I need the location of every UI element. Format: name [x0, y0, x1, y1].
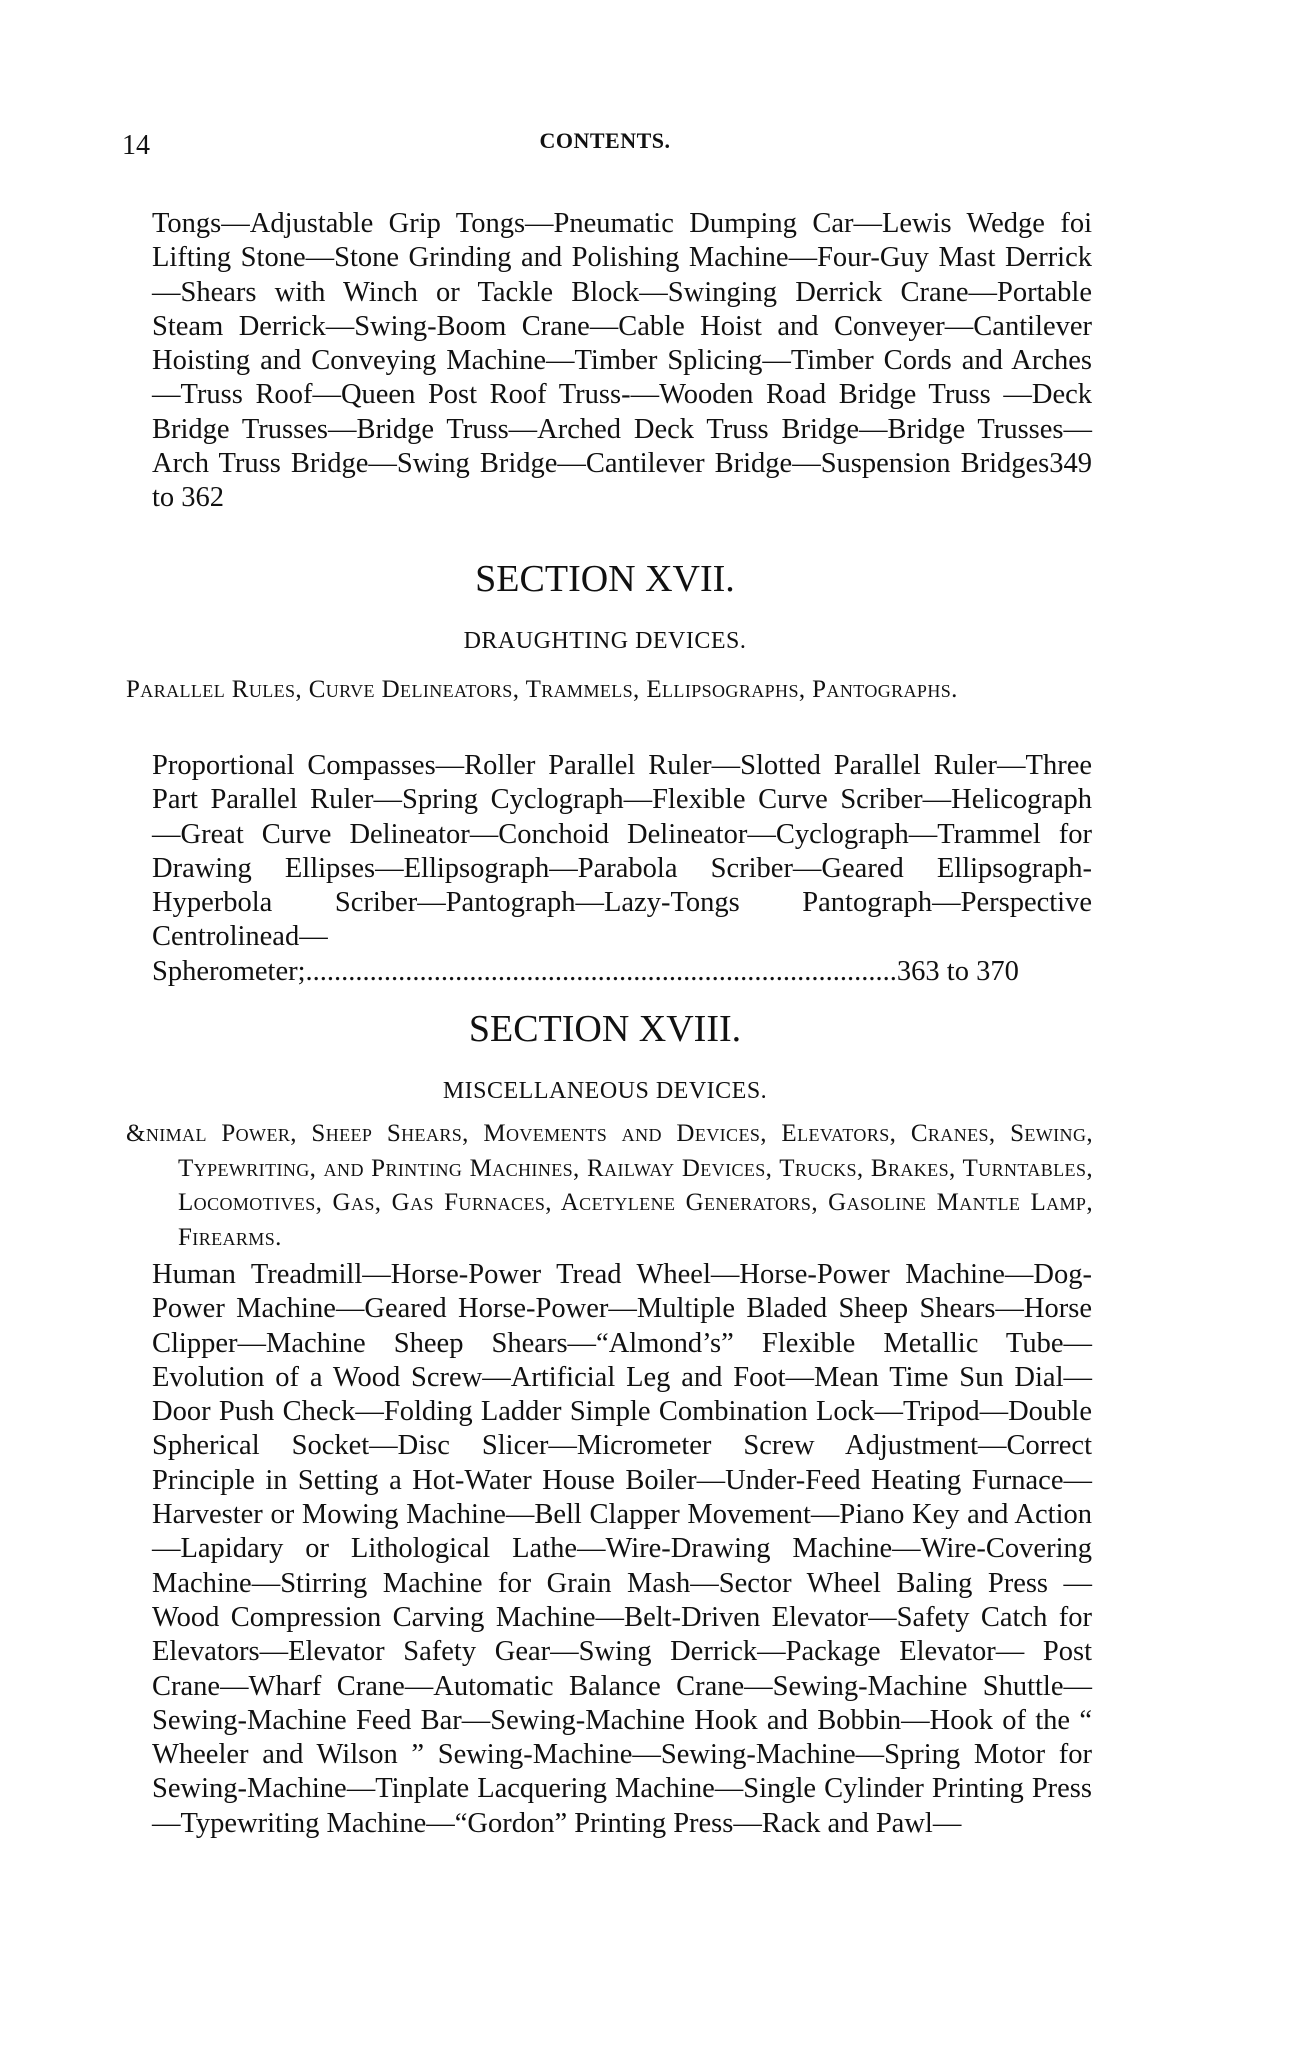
- running-head: CONTENTS.: [539, 128, 671, 153]
- section-xviii-title: SECTION XVIII.: [468, 1008, 742, 1050]
- section-xviii-subtitle: MISCELLANEOUS DEVICES.: [442, 1078, 768, 1104]
- intro-pages: 349 to 362: [152, 448, 1092, 514]
- section-xvii-entries-text: Proportional Compasses—Roller Parallel Ruler—Slotted Parallel Ruler—Three Part Parallel Ruler—Spring Cyclograph—Flexible Curve Scriber—Helicograph —Great Curve Delineator—Conchoid Delineator—Cyclograph—Trammel for Drawing Ellipses—Ellipsograph—Parabola Scriber—Geared Ellipsograph-Hyperbola Scriber—Pantograph—Lazy-Tongs Pantograph—Perspective Centrolinead—Spherometer;...................................................................................: [152, 750, 1092, 987]
- section-xviii-entries: Human Treadmill—Horse-Power Tread Wheel—Horse-Power Machine—Dog-Power Machine—Geared Horse-Power—Multiple Bladed Sheep Shears—Horse Clipper—Machine Sheep Shears—“Almond’s” Flexible Metallic Tube—Evolution of a Wood Screw—Artificial Leg and Foot—Mean Time Sun Dial—Door Push Check—Folding Ladder Simple Combination Lock—Tripod—Double Spherical Socket—Disc Slicer—Micrometer Screw Adjustment—Correct Principle in Setting a Hot-Water House Boiler—Under-Feed Heating Furnace—Harvester or Mowing Machine—Bell Clapper Movement—Piano Key and Action—Lapidary or Lithological Lathe—Wire-Drawing Machine—Wire-Covering Machine—Stirring Machine for Grain Mash—Sector Wheel Baling Press —Wood Compression Carving Machine—Belt-Driven Elevator—Safety Catch for Elevators—Elevator Safety Gear—Swing Derrick—Package Elevator— Post Crane—Wharf Crane—Automatic Balance Crane—Sewing-Machine Shuttle—Sewing-Machine Feed Bar—Sewing-Machine Hook and Bobbin—Hook of the “ Wheeler and Wilson ” Sewing-Machine—Sewing-Machine—Spring Motor for Sewing-Machine—Tinplate Lacquering Machine—Single Cylinder Printing Press—Typewriting Machine—“Gordon” Printing Press—Rack and Pawl—: [152, 1259, 1092, 1839]
- section-xvii-title: SECTION XVII.: [475, 558, 735, 600]
- section-xvii-pages: 363 to 370: [896, 955, 1019, 987]
- intro-entries-text: Tongs—Adjustable Grip Tongs—Pneumatic Dumping Car—Lewis Wedge foi Lifting Stone—Stone Grinding and Polishing Machine—Four-Guy Mast Derrick—Shears with Winch or Tackle Block—Swinging Derrick Crane—Portable Steam Derrick—Swing-Boom Crane—Cable Hoist and Conveyer—Cantilever Hoisting and Conveying Machine—Timber Splicing—Timber Cords and Arches—Truss Roof—Queen Post Roof Truss-—Wooden Road Bridge Truss —Deck Bridge Trusses—Bridge Truss—Arched Deck Truss Bridge—Bridge Trusses—Arch Truss Bridge—Swing Bridge—Cantilever Bridge—Suspension Bridges: [152, 208, 1092, 480]
- page-number: 14: [122, 130, 150, 161]
- section-xviii-topics: &nimal Power, Sheep Shears, Movements and Devices, Elevators, Cranes, Sewing, Typewriting, and Printing Machines, Railway Devices, Trucks, Brakes, Turntables, Locomotives, Gas, Gas Furnaces, Acetylene Generators, Gasoline Mantle Lamp, Firearms.: [126, 1120, 1093, 1251]
- intro-entries: [152, 207, 1092, 516]
- section-xvii-subtitle: DRAUGHTING DEVICES.: [463, 628, 747, 654]
- section-xvii-entries: [152, 749, 1092, 989]
- section-xvii-topics: Parallel Rules, Curve Delineators, Trammels, Ellipsographs, Pantographs.: [126, 676, 958, 703]
